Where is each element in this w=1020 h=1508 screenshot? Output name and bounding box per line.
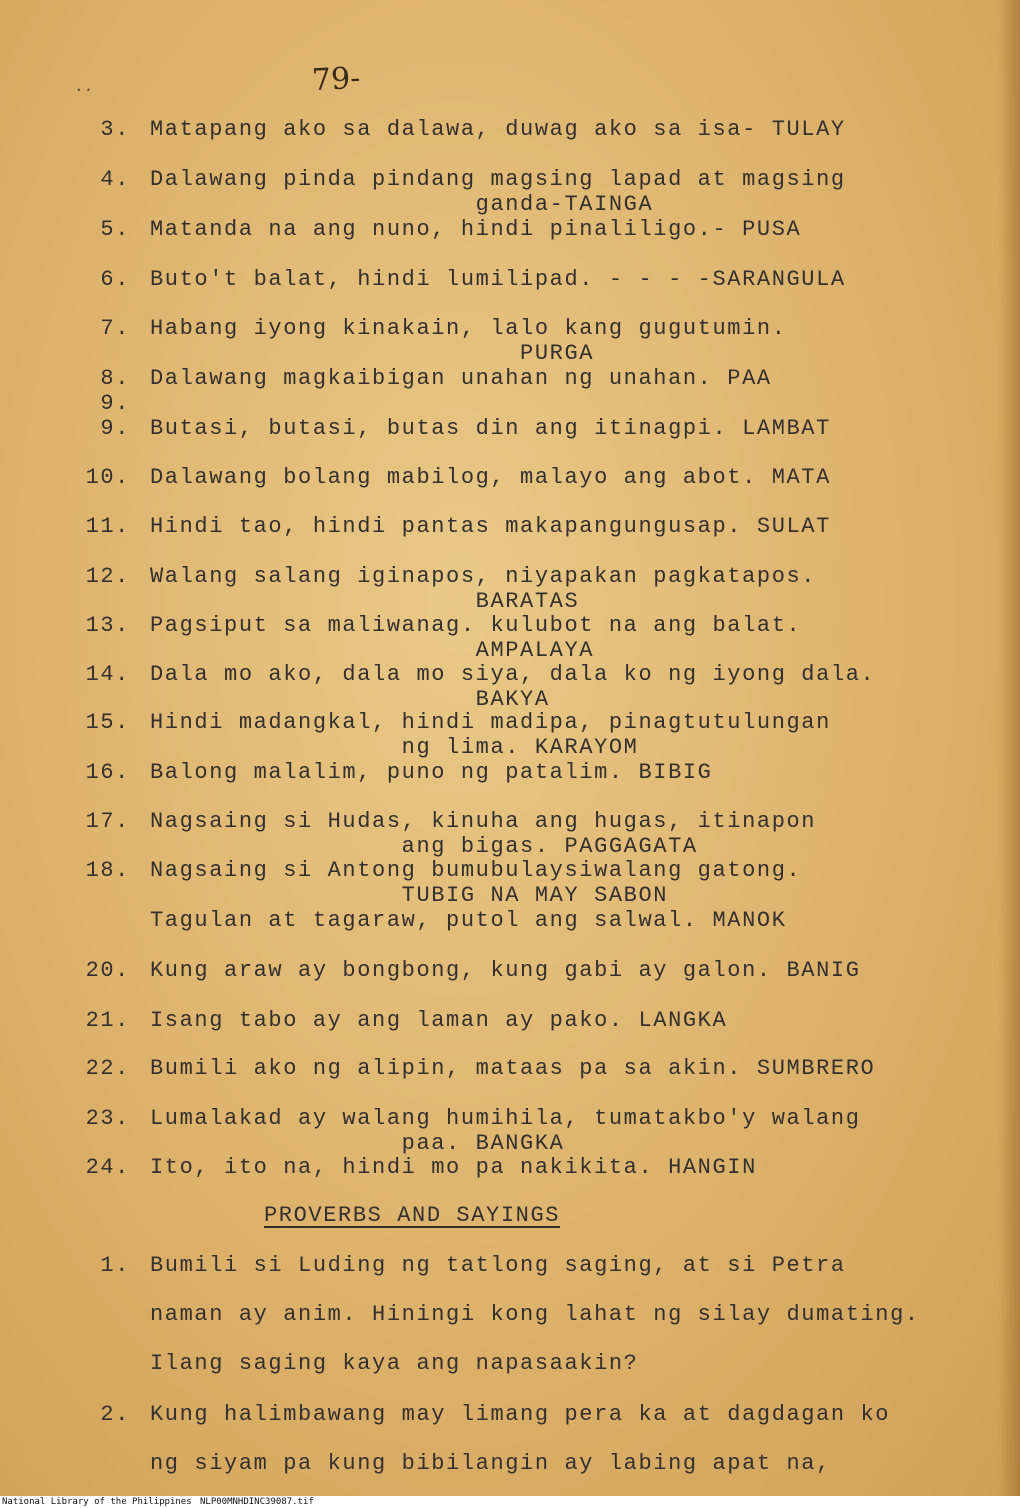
riddle-number: 13. <box>85 613 130 638</box>
riddle-text: Ito, ito na, hindi mo pa nakikita. HANGIN <box>150 1155 757 1180</box>
scan-footer <box>0 1496 1020 1508</box>
riddle-number: 15. <box>85 710 130 735</box>
riddle-text: ganda-TAINGA <box>150 192 654 217</box>
riddle-number: 9. <box>100 416 130 441</box>
riddle-number: 18. <box>85 858 130 883</box>
riddle-number: 10. <box>85 465 130 490</box>
section-heading: PROVERBS AND SAYINGS <box>264 1203 561 1228</box>
problem-text: Kung halimbawang may limang pera ka at dagdagan ko <box>150 1402 891 1427</box>
page-number: 79- <box>311 60 362 99</box>
riddle-number: 24. <box>85 1155 130 1180</box>
riddle-text: Nagsaing si Antong bumubulaysiwalang gatong. <box>150 858 802 883</box>
riddle-number: 12. <box>85 564 130 589</box>
riddle-text: Bumili ako ng alipin, mataas pa sa akin. SUMBRERO <box>150 1056 876 1081</box>
riddle-number: 14. <box>85 662 130 687</box>
riddle-text: ng lima. KARAYOM <box>150 735 639 760</box>
riddle-text: Butasi, butasi, butas din ang itinagpi. LAMBAT <box>150 416 831 441</box>
riddle-text: AMPALAYA <box>150 638 595 663</box>
problem-number: 2. <box>100 1402 130 1427</box>
riddle-text: Isang tabo ay ang laman ay pako. LANGKA <box>150 1008 728 1033</box>
margin-mark: .. <box>74 78 94 96</box>
riddle-text: Dalawang bolang mabilog, malayo ang abot. MATA <box>150 465 831 490</box>
riddle-text: ang bigas. PAGGAGATA <box>150 834 698 859</box>
riddle-number: 21. <box>85 1008 130 1033</box>
riddle-text: Buto't balat, hindi lumilipad. - - - -SARANGULA <box>150 267 846 292</box>
riddle-text: Pagsiput sa maliwanag. kulubot na ang balat. <box>150 613 802 638</box>
riddle-text: Matapang ako sa dalawa, duwag ako sa isa- TULAY <box>150 117 846 142</box>
riddle-text: Lumalakad ay walang humihila, tumatakbo'y walang <box>150 1106 861 1131</box>
riddle-text: Kung araw ay bongbong, kung gabi ay galon. BANIG <box>150 958 861 983</box>
problem-text: Ilang saging kaya ang napasaakin? <box>150 1351 639 1376</box>
footer-source: National Library of the Philippines <box>2 1497 192 1507</box>
riddle-number: 5. <box>100 217 130 242</box>
riddle-number: 8. <box>100 366 130 391</box>
riddle-text: paa. BANGKA <box>150 1131 565 1156</box>
riddle-text: Tagulan at tagaraw, putol ang salwal. MANOK <box>150 908 787 933</box>
riddle-text: Nagsaing si Hudas, kinuha ang hugas, itinapon <box>150 809 817 834</box>
riddle-number: 6. <box>100 267 130 292</box>
footer-filename: NLP00MNHDINC39087.tif <box>200 1497 314 1507</box>
riddle-number: 17. <box>85 809 130 834</box>
problem-text: ng siyam pa kung bibilangin ay labing apat na, <box>150 1451 831 1476</box>
riddle-text: TUBIG NA MAY SABON <box>150 883 669 908</box>
riddle-text: BARATAS <box>150 589 580 614</box>
riddle-number: 20. <box>85 958 130 983</box>
riddle-number: 9. <box>100 391 130 416</box>
riddle-text: Balong malalim, puno ng patalim. BIBIG <box>150 760 713 785</box>
problem-text: naman ay anim. Hiningi kong lahat ng silay dumating. <box>150 1302 920 1327</box>
problem-number: 1. <box>100 1253 130 1278</box>
riddle-number: 22. <box>85 1056 130 1081</box>
riddle-number: 16. <box>85 760 130 785</box>
riddle-text: Dalawang magkaibigan unahan ng unahan. PAA <box>150 366 772 391</box>
riddle-text: Walang salang iginapos, niyapakan pagkatapos. <box>150 564 817 589</box>
riddle-number: 11. <box>85 514 130 539</box>
riddle-text: BAKYA <box>150 687 550 712</box>
riddle-number: 3. <box>100 117 130 142</box>
riddle-text: Hindi madangkal, hindi madipa, pinagtutulungan <box>150 710 831 735</box>
riddle-text: PURGA <box>150 341 595 366</box>
riddle-text: Matanda na ang nuno, hindi pinaliligo.- PUSA <box>150 217 802 242</box>
page-edge-shadow <box>998 0 1020 1500</box>
riddle-number: 4. <box>100 167 130 192</box>
riddle-text: Dala mo ako, dala mo siya, dala ko ng iyong dala. <box>150 662 876 687</box>
problem-text: Bumili si Luding ng tatlong saging, at si Petra <box>150 1253 846 1278</box>
riddle-text: Hindi tao, hindi pantas makapangungusap. SULAT <box>150 514 831 539</box>
riddle-text: Dalawang pinda pindang magsing lapad at magsing <box>150 167 846 192</box>
riddle-text: Habang iyong kinakain, lalo kang gugutumin. <box>150 316 787 341</box>
riddle-number: 23. <box>85 1106 130 1131</box>
riddle-number: 7. <box>100 316 130 341</box>
